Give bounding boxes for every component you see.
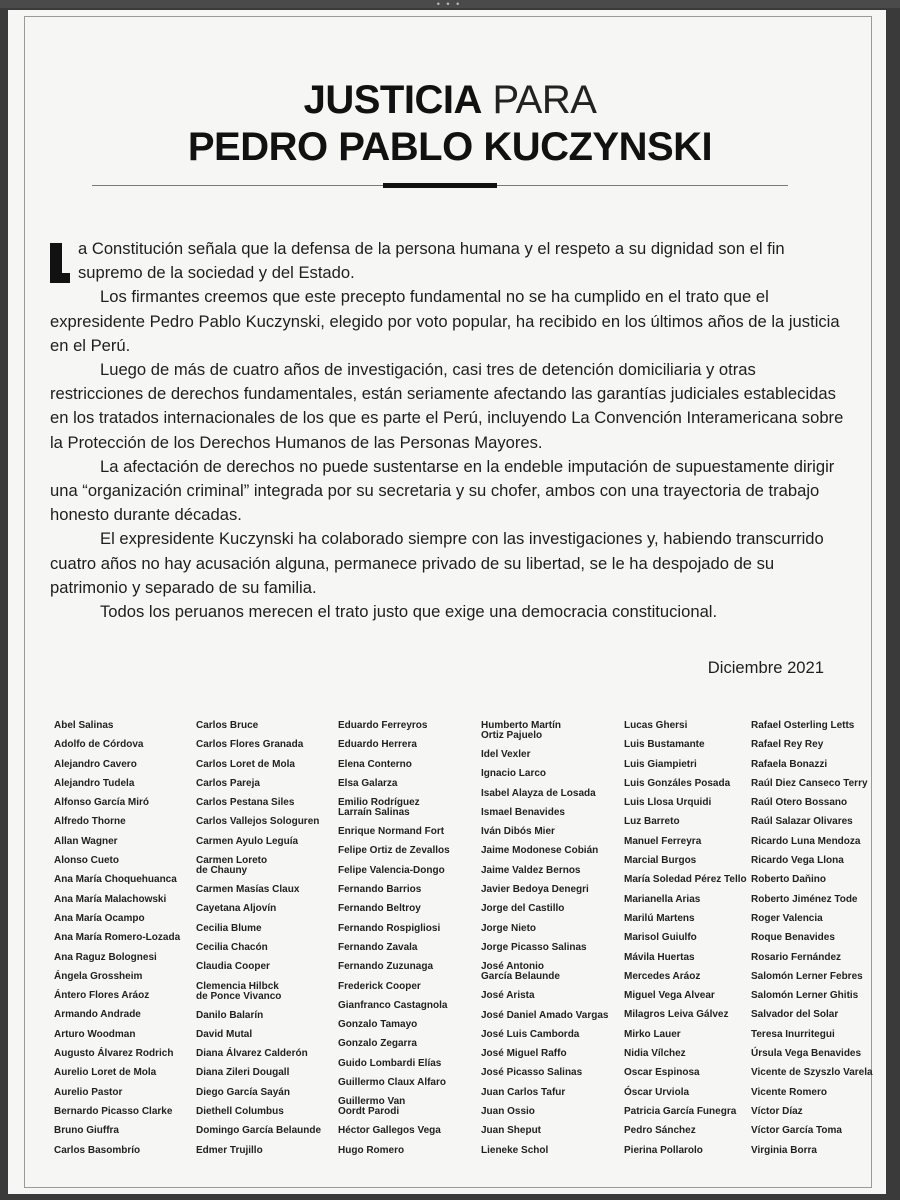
signatory-name: Allan Wagner: [54, 835, 118, 847]
signatory-name: Nidia Vílchez: [624, 1048, 686, 1060]
signatory-name: Rafael Rey Rey: [751, 739, 824, 751]
signatory-name: Fernando Zuzunaga: [338, 961, 433, 973]
signatory-name: Ana Raguz Bolognesi: [54, 951, 157, 963]
headline-line-2: PEDRO PABLO KUCZYNSKI: [187, 125, 713, 169]
signatory-name: Arturo Woodman: [54, 1028, 136, 1040]
signatory-name: Úrsula Vega Benavides: [751, 1048, 862, 1060]
signatory-name: Óscar Urviola: [624, 1086, 690, 1098]
signatory-name: Adolfo de Córdova: [54, 739, 144, 751]
signatory-name: Rafael Osterling Letts: [751, 720, 855, 731]
signatory-name: Augusto Álvarez Rodrich: [54, 1048, 174, 1060]
signatories-column-5: [624, 721, 772, 1165]
signatory-name: Ana María Choquehuanca: [54, 874, 177, 886]
signatory-name: Carlos Vallejos Sologuren: [196, 816, 320, 828]
signatory-name: José Luis Camborda: [481, 1028, 580, 1040]
newspaper-page: [8, 10, 886, 1194]
signatory-name: Elsa Galarza: [338, 777, 398, 789]
signatory-name: Humberto Martín Ortiz Pajuelo: [481, 720, 561, 741]
signatory-name: Roberto Daňino: [751, 874, 826, 886]
signatory-name: Hugo Romero: [338, 1144, 405, 1156]
signatory-name: Mávila Huertas: [624, 951, 695, 963]
signatory-name: Teresa Inurritegui: [751, 1028, 835, 1040]
signatory-name: Claudia Cooper: [196, 961, 270, 973]
paragraph-1: [50, 237, 850, 285]
signatory-name: Raúl Otero Bossano: [751, 797, 848, 809]
signatory-name: Juan Ossio: [481, 1106, 535, 1118]
signatory-name: Gonzalo Zegarra: [338, 1038, 417, 1050]
headline-line-1: [8, 78, 892, 122]
signatory-name: Fernando Zavala: [338, 941, 418, 953]
signatories-column-1: [54, 721, 202, 1165]
signatory-name: Salomón Lerner Febres: [751, 970, 863, 982]
paragraph-1-text: a Constitución señala que la defensa de la persona humana y el respeto a su dignidad son el fin supremo de la sociedad y del Estado.: [78, 239, 785, 283]
signatory-name: Abel Salinas: [54, 720, 114, 731]
signatory-name: Isabel Alayza de Losada: [481, 787, 596, 799]
signatory-name: Clemencia Hilbck de Ponce Vivanco: [196, 980, 282, 1002]
signatory-name: Alejandro Tudela: [54, 777, 135, 789]
signatory-name: Roberto Jiménez Tode: [751, 893, 858, 905]
signatory-name: Carlos Pareja: [196, 777, 260, 789]
signatory-name: Luis Llosa Urquidi: [624, 797, 712, 809]
signatory-name: Domingo García Belaunde: [196, 1125, 322, 1137]
signatory-name: Raúl Diez Canseco Terry: [751, 777, 868, 789]
paragraph-5: El expresidente Kuczynski ha colaborado siempre con las investigaciones y, habiendo transcurrido cuatro años no hay acusación alguna, permanece privado de su libertad, se le ha despojado de su patrimonio y separado de su familia.: [50, 529, 824, 597]
signatory-name: Jaime Modonese Cobián: [481, 845, 599, 857]
signatory-name: Carmen Ayulo Leguía: [196, 835, 299, 847]
signatory-name: Guido Lombardi Elías: [338, 1057, 442, 1069]
signatory-name: Ismael Benavides: [481, 806, 565, 818]
signatory-name: Gonzalo Tamayo: [338, 1019, 418, 1031]
signatory-name: Diana Zileri Dougall: [196, 1067, 290, 1079]
signatory-name: Carlos Pestana Siles: [196, 797, 295, 809]
ellipsis-icon: • • •: [436, 0, 462, 9]
signatory-name: Cecilia Blume: [196, 922, 262, 934]
signatory-name: Rosario Fernández: [751, 951, 842, 963]
signatory-name: Oscar Espinosa: [624, 1067, 700, 1079]
signatory-name: Carmen Masías Claux: [196, 884, 300, 896]
signatory-name: Frederick Cooper: [338, 980, 421, 992]
signatory-name: Aurelio Pastor: [54, 1086, 123, 1098]
signatory-name: Alfredo Thorne: [54, 816, 126, 828]
headline-bold-part: JUSTICIA: [303, 78, 482, 122]
signatory-name: Diethell Columbus: [196, 1106, 284, 1118]
signatory-name: Patricia García Funegra: [624, 1105, 737, 1117]
signatory-name: Idel Vexler: [481, 749, 531, 760]
signatory-name: Carmen Loreto de Chauny: [196, 855, 268, 877]
signatory-name: Alfonso García Miró: [54, 797, 150, 809]
signatory-name: Pierina Pollarolo: [624, 1144, 703, 1156]
signatory-name: José Daniel Amado Vargas: [481, 1009, 609, 1021]
signatory-name: Jorge Nieto: [481, 922, 537, 934]
signatory-name: Vicente de Szyszlo Varela: [751, 1067, 873, 1079]
dropcap-l: [50, 243, 70, 283]
signatory-name: Felipe Valencia-Dongo: [338, 864, 445, 876]
signatory-name: Ángela Grossheim: [54, 970, 143, 982]
signatory-name: Rafaela Bonazzi: [751, 758, 828, 770]
signatory-name: José Picasso Salinas: [481, 1067, 583, 1079]
signatory-name: Juan Sheput: [481, 1125, 542, 1137]
signatory-name: Carlos Basombrío: [54, 1144, 141, 1156]
signatory-name: Iván Dibós Mier: [481, 826, 555, 838]
paragraph-6: Todos los peruanos merecen el trato justo que exige una democracia constitucional.: [100, 602, 718, 622]
signatory-name: Raúl Salazar Olivares: [751, 816, 853, 828]
signatory-name: Guillermo Claux Alfaro: [338, 1077, 446, 1089]
signatory-name: Alejandro Cavero: [54, 758, 137, 770]
signatory-name: José Arista: [481, 990, 535, 1002]
signatory-name: Fernando Barrios: [338, 884, 422, 896]
signatory-name: José Antonio García Belaunde: [481, 961, 560, 983]
signatory-name: Guillermo Van Oordt Parodi: [338, 1096, 406, 1118]
signatory-name: José Miguel Raffo: [481, 1048, 567, 1060]
signatory-name: Marcial Burgos: [624, 855, 697, 867]
signatory-name: Diego García Sayán: [196, 1086, 290, 1098]
signatory-name: Luis Giampietri: [624, 758, 697, 770]
signatory-name: Javier Bedoya Denegri: [481, 884, 589, 896]
signatory-name: Ana María Romero-Lozada: [54, 932, 181, 944]
signatory-name: Héctor Gallegos Vega: [338, 1125, 441, 1137]
signatory-name: Salvador del Solar: [751, 1009, 839, 1021]
signatory-name: Marianella Arias: [624, 893, 701, 905]
signatory-name: Bruno Giuffra: [54, 1125, 119, 1137]
signatories-column-2: [196, 721, 344, 1165]
signatory-name: Pedro Sánchez: [624, 1125, 696, 1137]
signatory-name: Aurelio Loret de Mola: [54, 1067, 157, 1079]
signatory-name: Mirko Lauer: [624, 1028, 681, 1040]
signatory-name: Ana María Ocampo: [54, 912, 145, 924]
signatory-name: Luz Barreto: [624, 816, 680, 828]
paragraph-2: Los firmantes creemos que este precepto fundamental no se ha cumplido en el trato que el expresidente Pedro Pablo Kuczynski, elegido por voto popular, ha recibido en los últimos años de la justicia en el Perú.: [50, 287, 840, 355]
signatory-name: Víctor García Toma: [751, 1125, 842, 1137]
signatory-name: Ana María Malachowski: [54, 893, 167, 905]
signatory-name: Felipe Ortiz de Zevallos: [338, 845, 450, 857]
signatory-name: Jorge del Castillo: [481, 903, 565, 915]
signatory-name: Roque Benavides: [751, 932, 835, 944]
divider-accent: [383, 183, 497, 188]
signatory-name: Cayetana Aljovín: [196, 903, 277, 915]
signatory-name: Cecilia Chacón: [196, 941, 268, 953]
letter-date: Diciembre 2021: [707, 658, 824, 677]
signatory-name: Víctor Díaz: [751, 1105, 803, 1117]
signatory-name: Roger Valencia: [751, 912, 823, 924]
signatory-name: Fernando Rospigliosi: [338, 922, 441, 934]
signatory-name: Milagros Leiva Gálvez: [624, 1009, 729, 1021]
signatory-name: Ignacio Larco: [481, 768, 547, 780]
signatory-name: Virginia Borra: [751, 1144, 817, 1156]
letter-body: [50, 237, 850, 624]
signatory-name: David Mutal: [196, 1028, 253, 1040]
signatory-name: Eduardo Ferreyros: [338, 720, 428, 731]
signatory-name: Luis Bustamante: [624, 739, 705, 751]
signatory-name: Carlos Bruce: [196, 720, 259, 731]
signatory-name: Marisol Guiulfo: [624, 932, 697, 944]
signatory-name: Ricardo Luna Mendoza: [751, 835, 861, 847]
signatory-name: Jorge Picasso Salinas: [481, 941, 587, 953]
signatory-name: Edmer Trujillo: [196, 1144, 263, 1156]
signatory-name: Emilio Rodríguez Larraín Salinas: [338, 797, 420, 819]
signatory-name: Gianfranco Castagnola: [338, 999, 448, 1011]
signatory-name: Jaime Valdez Bernos: [481, 864, 581, 876]
signatories-column-4: [481, 721, 629, 1165]
signatories-column-6: [751, 721, 899, 1165]
signatory-name: María Soledad Pérez Tello: [624, 874, 747, 886]
signatory-name: Mercedes Aráoz: [624, 970, 701, 982]
signatory-name: Carlos Flores Granada: [196, 739, 304, 751]
signatory-name: Ricardo Vega Llona: [751, 855, 844, 867]
signatory-name: Enrique Normand Fort: [338, 826, 445, 838]
signatory-name: Bernardo Picasso Clarke: [54, 1105, 173, 1117]
signatory-name: Eduardo Herrera: [338, 739, 417, 751]
signatory-name: Juan Carlos Tafur: [481, 1086, 566, 1098]
top-bar: [0, 0, 900, 8]
signatory-name: Armando Andrade: [54, 1009, 141, 1021]
signatory-name: Elena Conterno: [338, 758, 412, 770]
headline-light-part: PARA: [492, 78, 597, 122]
signatory-name: Vicente Romero: [751, 1086, 827, 1098]
signatory-name: Miguel Vega Alvear: [624, 990, 715, 1002]
headline: [8, 78, 892, 172]
signatory-name: Ántero Flores Aráoz: [54, 990, 150, 1002]
signatory-name: Fernando Beltroy: [338, 903, 421, 915]
signatory-name: Luis Gonzáles Posada: [624, 777, 731, 789]
signatory-name: Lucas Ghersi: [624, 720, 688, 731]
signatory-name: Lieneke Schol: [481, 1144, 549, 1156]
paragraph-4: La afectación de derechos no puede sustentarse en la endeble imputación de supuestamente dirigir una “organización criminal” integrada por su secretaria y su chofer, ambos con una trayectoria de trabajo honesto durante décadas.: [50, 456, 835, 525]
signatories-column-3: [338, 721, 486, 1165]
signatory-name: Danilo Balarín: [196, 1009, 264, 1021]
paragraph-3: Luego de más de cuatro años de investigación, casi tres de detención domiciliaria y otras restricciones de derechos fundamentales, están seriamente afectando las garantías judiciales establecidas en los tratados internacionales de los que es parte el Perú, incluyendo La Convención Interamericana sobre la Protección de los Derechos Humanos de las Personas Mayores.: [50, 360, 844, 452]
signatory-name: Diana Álvarez Calderón: [196, 1048, 308, 1060]
signatory-name: Alonso Cueto: [54, 855, 119, 867]
signatory-name: Carlos Loret de Mola: [196, 758, 295, 770]
signatory-name: Marilú Martens: [624, 912, 695, 924]
signatory-name: Manuel Ferreyra: [624, 835, 702, 847]
signatory-name: Salomón Lerner Ghitis: [751, 990, 859, 1002]
